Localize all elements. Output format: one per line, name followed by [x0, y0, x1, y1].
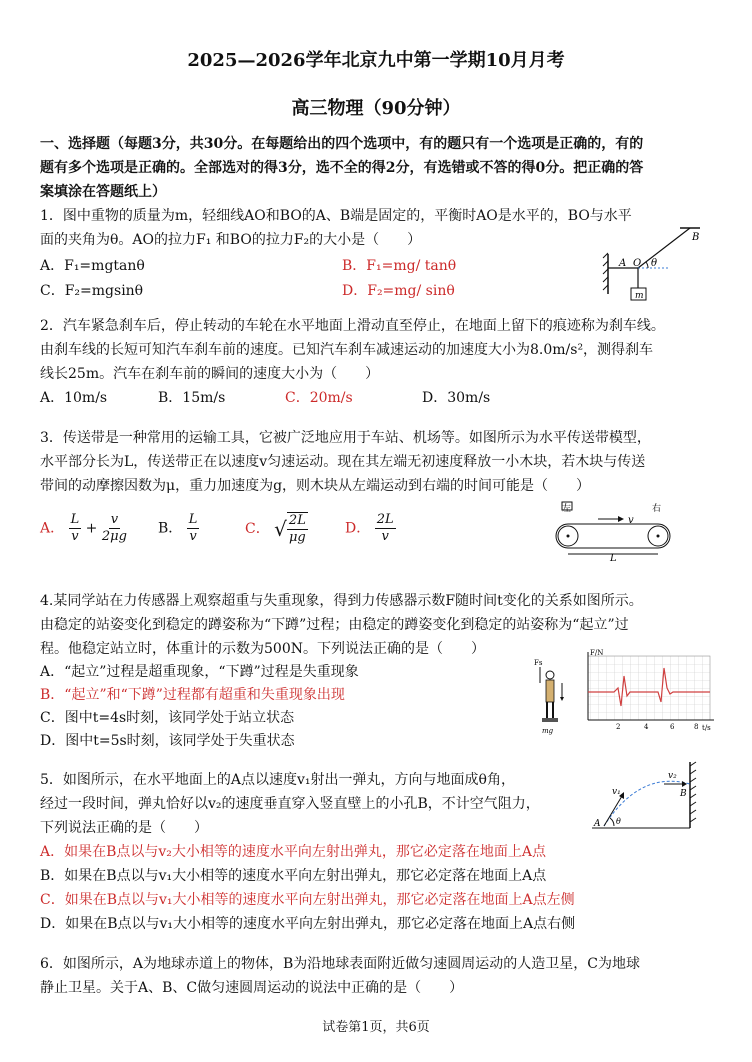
q3-b-den: v: [189, 529, 197, 544]
q5-fig-theta: θ: [616, 817, 621, 826]
q3-a-f2-den: 2μg: [101, 529, 127, 544]
q4-graph-tick-2: 2: [616, 723, 621, 731]
q1-fig-o: O: [633, 258, 642, 269]
q3-stem-line1: 3．传送带是一种常用的运输工具，它被广泛地应用于车站、机场等。如图所示为水平传送带模型，: [40, 430, 651, 446]
q6-stem-line1: 6．如图所示，A为地球赤道上的物体，B为沿地球表面附近做匀速圆周运动的人造卫星，C为地球: [40, 956, 641, 972]
q3-c-num: 2L: [288, 513, 306, 528]
q3-option-d: [345, 512, 396, 545]
q3-option-d-frac: [375, 512, 396, 545]
q5-fig-a: A: [594, 819, 601, 829]
q4-option-d: D．图中t=5s时刻，该同学处于失重状态: [40, 733, 295, 749]
q5-stem-line2: 经过一段时间，弹丸恰好以v₂的速度垂直穿入竖直壁上的小孔B，不计空气阻力，: [40, 796, 540, 812]
q4-force-graph: [574, 648, 724, 734]
q1-stem-line2: 面的夹角为θ。AO的拉力F₁ 和BO的拉力F₂的大小是（ ）: [40, 232, 422, 248]
q4-option-c: C．图中t=4s时刻，该同学处于站立状态: [40, 710, 295, 726]
q1-option-b: B．F₁=mg/ tanθ: [342, 258, 457, 274]
q5-stem-line3: 下列说法正确的是（ ）: [40, 820, 208, 836]
q2-option-d: D．30m/s: [422, 390, 491, 406]
q3-option-b-label: B．: [158, 520, 183, 537]
q3-b-num: L: [188, 512, 198, 527]
section-instructions-line2: 题有多个选项是正确的。全部选对的得3分，选不全的得2分，有选错或不答的得0分。把正确的答: [40, 160, 644, 176]
sqrt-sign: √: [274, 517, 287, 541]
section-instructions-line3: 案填涂在答题纸上）: [40, 184, 166, 200]
q3-d-num: 2L: [376, 512, 394, 527]
q5-option-c: C．如果在B点以与v₁大小相等的速度水平向左射出弹丸，那它必定落在地面上A点左侧: [40, 892, 575, 908]
q3-fig-v: v: [628, 515, 634, 526]
q4-person-figure: [532, 655, 572, 735]
q3-fig-left: 左: [562, 504, 572, 514]
q5-option-a: A．如果在B点以与v₂大小相等的速度水平向左射出弹丸，那它必定落在地面上A点: [40, 844, 547, 860]
q1-option-a: A．F₁=mgtanθ: [40, 258, 145, 274]
q3-stem-line3: 带间的动摩擦因数为μ，重力加速度为g，则木块从左端运动到右端的时间可能是（ ）: [40, 478, 591, 494]
q4-graph-xlabel: t/s: [702, 724, 711, 732]
q3-stem-line2: 水平部分长为L，传送带正在以速度v匀速运动。现在其左端无初速度释放一小木块，若木块与传送: [40, 454, 646, 470]
q2-option-b: B．15m/s: [158, 390, 226, 406]
q3-a-plus: +: [85, 520, 98, 537]
q3-option-b: [158, 512, 199, 545]
q5-stem-line1: 5．如图所示，在水平地面上的A点以速度v₁射出一弹丸，方向与地面成θ角，: [40, 772, 515, 788]
q3-a-f1-num: L: [70, 512, 80, 527]
q1-figure: [600, 226, 710, 306]
q4-fig-fs: Fs: [534, 659, 543, 667]
q3-option-a-frac1: [69, 512, 82, 545]
q5-fig-v1: v₁: [612, 787, 621, 797]
q3-a-f1-den: v: [71, 529, 79, 544]
q3-option-b-frac: [187, 512, 200, 545]
q3-c-den: μg: [288, 530, 306, 545]
q3-option-c: [245, 512, 308, 546]
q2-stem-line3: 线长25m。汽车在刹车前的瞬间的速度大小为（ ）: [40, 366, 380, 382]
q4-stem-line2: 由稳定的站姿变化到稳定的蹲姿称为“下蹲”过程；由稳定的蹲姿变化到稳定的站姿称为“起立”过: [40, 617, 629, 633]
q5-option-b: B．如果在B点以与v₁大小相等的速度水平向左射出弹丸，那它必定落在地面上A点: [40, 868, 547, 884]
q4-graph-ylabel: F/N: [590, 649, 604, 657]
q1-fig-b: B: [692, 232, 700, 243]
q1-option-d: D．F₂=mg/ sinθ: [342, 283, 455, 299]
q1-stem-line1: 1．图中重物的质量为m，轻细线AO和BO的A、B端是固定的，平衡时AO是水平的，BO与水平: [40, 208, 632, 224]
q2-option-a: A．10m/s: [40, 390, 108, 406]
q3-d-den: v: [381, 529, 389, 544]
q3-a-f2-num: v: [110, 512, 119, 527]
q2-stem-line2: 由刹车线的长短可知汽车刹车前的速度。已知汽车刹车减速运动的加速度大小为8.0m/s²，测得刹车: [40, 342, 654, 358]
q4-option-b: B．“起立”和“下蹲”过程都有超重和失重现象出现: [40, 687, 345, 703]
q5-projectile-figure: [590, 760, 710, 832]
section-instructions-line1: 一、选择题（每题3分，共30分。在每题给出的四个选项中，有的题只有一个选项是正确的，有的: [40, 136, 644, 152]
q3-option-a: [40, 512, 127, 545]
q2-stem-line1: 2．汽车紧急刹车后，停止转动的车轮在水平地面上滑动直至停止，在地面上留下的痕迹称为刹车线。: [40, 318, 665, 334]
q3-option-a-frac2: [102, 512, 127, 545]
q5-fig-b: B: [680, 789, 687, 799]
q6-stem-line2: 静止卫星。关于A、B、C做匀速圆周运动的说法中正确的是（ ）: [40, 980, 464, 996]
q1-fig-m: m: [635, 291, 644, 301]
q1-option-c: C．F₂=mgsinθ: [40, 283, 144, 299]
q3-conveyor-figure: [548, 500, 678, 562]
q4-option-a: A．“起立”过程是超重现象，“下蹲”过程是失重现象: [40, 664, 359, 680]
exam-title: 2025—2026学年北京九中第一学期10月月考: [187, 50, 565, 71]
exam-subtitle: 高三物理（90分钟）: [291, 98, 461, 119]
q4-graph-tick-8: 8: [694, 723, 699, 731]
q3-fig-right: 右: [652, 504, 662, 514]
q3-option-a-label: A．: [40, 520, 65, 537]
q2-option-c: C．20m/s: [285, 390, 353, 406]
q3-fig-l: L: [610, 553, 617, 562]
q3-option-c-frac: [287, 512, 308, 546]
q5-option-d: D．如果在B点以与v₁大小相等的速度水平向左射出弹丸，那它必定落在地面上A点右侧: [40, 916, 576, 932]
q1-fig-a: A: [619, 258, 627, 269]
q3-option-d-label: D．: [345, 520, 371, 537]
q4-graph-tick-6: 6: [670, 723, 675, 731]
q1-fig-theta: θ: [651, 258, 658, 269]
q5-fig-v2: v₂: [668, 771, 677, 781]
q4-stem-line3: 程。他稳定站立时，体重计的示数为500N。下列说法正确的是（ ）: [40, 641, 485, 657]
q4-graph-tick-4: 4: [644, 723, 649, 731]
q4-fig-mg: mg: [542, 727, 554, 735]
q4-stem-line1: 4.某同学站在力传感器上观察超重与失重现象，得到力传感器示数F随时间t变化的关系如图所示。: [40, 593, 643, 609]
q3-option-c-label: C．: [245, 521, 270, 537]
page-footer: 试卷第1页，共6页: [322, 1020, 430, 1035]
